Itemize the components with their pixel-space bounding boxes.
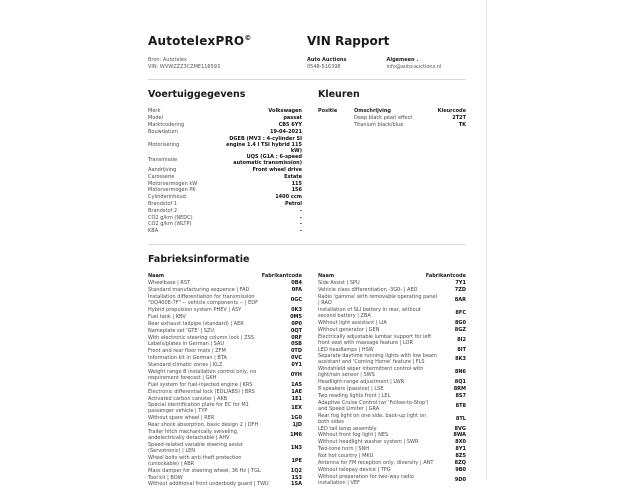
- factory-row: [148, 422, 302, 429]
- factory-item-code: 1N3: [290, 444, 302, 451]
- factory-row: [318, 280, 466, 287]
- factory-section: [148, 273, 466, 488]
- factory-item-code: 8TL: [455, 415, 466, 422]
- vehicle-field-value: passat: [283, 115, 302, 122]
- factory-item-code: 8I2: [457, 336, 466, 343]
- factory-row: [318, 466, 466, 473]
- factory-item-code: 1Q2: [290, 467, 302, 474]
- factory-row: [148, 280, 302, 287]
- report-header: [148, 34, 466, 48]
- factory-item-name: Special identification plate for EC for M1 passenger vehicle | TYP: [148, 402, 249, 415]
- factory-item-name: Fuel system for fuel-injected engine | KRS: [148, 381, 253, 388]
- factory-item-name: Standard manufacturing sequence | FAD: [148, 287, 250, 294]
- factory-item-code: 7Y1: [455, 280, 466, 287]
- factory-row: [148, 355, 302, 362]
- factory-item-name: With electronic steering column lock | ZSS: [148, 334, 254, 341]
- vehicle-row: [148, 221, 302, 228]
- factory-item-name: Without preparation for two-way radio installation | VEF: [318, 473, 414, 486]
- factory-item-code: 1A5: [291, 381, 302, 388]
- factory-right-header: [318, 273, 466, 279]
- factory-item-name: Information kit in German | BTA: [148, 355, 227, 362]
- vehicle-field-label: CO2 g/km (NEDC): [148, 214, 193, 221]
- factory-item-code: 0RF: [291, 334, 302, 341]
- colors-table: [318, 108, 466, 128]
- vehicle-row: [148, 115, 302, 122]
- factory-item-name: Hybrid propulsion system PHEV | ASY: [148, 307, 242, 314]
- vehicle-field-value: CB5 6YY: [278, 121, 302, 128]
- color-omschrijving: Deep black pearl effect: [354, 115, 413, 122]
- factory-row: [148, 341, 302, 348]
- factory-item-code: 0Y1: [291, 362, 302, 369]
- vehicle-field-label: Model: [148, 115, 164, 122]
- factory-row: [148, 429, 302, 442]
- factory-right-name-header: Naam: [318, 272, 335, 279]
- vehicle-field-label: Brandstof 2: [148, 207, 178, 214]
- factory-row: [148, 320, 302, 327]
- factory-row: [148, 348, 302, 355]
- factory-row: [318, 333, 466, 346]
- factory-item-name: Rear shock absorption, basic design 2 | DFH: [148, 422, 259, 429]
- factory-row: [318, 346, 466, 353]
- factory-item-name: Without telepay device | TPG: [318, 466, 391, 473]
- factory-row: [318, 379, 466, 386]
- factory-item-name: Electronic differential lock (EDL/ABS) | BRS: [148, 388, 255, 395]
- factory-row: [318, 399, 466, 412]
- factory-item-name: Installation of SLI battery in rear, without second battery | ZBA: [318, 307, 421, 320]
- factory-item-code: 0QT: [290, 327, 302, 334]
- factory-row: [318, 393, 466, 400]
- factory-item-name: Weight range B installation control only, no requirement forecast | GKH: [148, 368, 257, 381]
- factory-item-name: Headlight-range adjustment | LWR: [318, 379, 405, 386]
- factory-item-code: 8G0: [454, 319, 466, 326]
- factory-item-code: 9D0: [454, 476, 466, 483]
- colors-header-row: [318, 108, 466, 115]
- header-divider: [148, 79, 466, 80]
- colors-header-omschrijving: Omschrijving: [354, 108, 391, 115]
- color-positie: [318, 122, 354, 128]
- vehicle-row: [148, 228, 302, 235]
- factory-item-name: Wheel bolts with anti-theft protection (unlockable) | ABR: [148, 454, 242, 467]
- factory-row: [148, 334, 302, 341]
- vehicle-field-label: Marktcodering: [148, 121, 185, 128]
- factory-left-column: [148, 273, 302, 488]
- factory-item-name: Two reading lights front | LEL: [318, 392, 391, 399]
- factory-item-name: Fuel tank | KBV: [148, 313, 186, 320]
- colors-section-title: Kleuren: [318, 89, 360, 100]
- vehicle-row: [148, 108, 302, 115]
- vehicle-field-value: Estate: [284, 173, 302, 180]
- factory-item-code: 0YH: [290, 371, 302, 378]
- factory-item-code: 8T8: [455, 402, 466, 409]
- vehicle-field-label: Cylinderinhoud: [148, 194, 186, 201]
- header-subinfo: [148, 57, 466, 70]
- factory-item-name: Antenna for FM reception only, diversity | ANT: [318, 459, 434, 466]
- copyright-mark: ©: [244, 34, 252, 42]
- factory-item-name: Separate daytime running lights with low beam assistant and 'Coming Home' feature | FLS: [318, 353, 437, 366]
- factory-item-code: 8RM: [453, 386, 466, 393]
- colors-rows: [318, 115, 466, 129]
- factory-row: [148, 442, 302, 455]
- factory-item-code: 1S3: [291, 474, 302, 481]
- contact-auctions-phone: 0548-516398: [307, 63, 341, 70]
- factory-item-code: 8N6: [454, 369, 466, 376]
- report-page: [128, 0, 487, 488]
- contacts-block: [307, 57, 466, 70]
- color-row: [318, 115, 466, 122]
- factory-section-title: Fabrieksinformatie: [148, 253, 250, 265]
- factory-item-code: 8IT: [457, 346, 466, 353]
- factory-item-code: 8Y1: [455, 446, 466, 453]
- vehicle-field-value: -: [299, 214, 302, 221]
- factory-left-header: [148, 273, 302, 279]
- factory-row: [148, 287, 302, 294]
- vehicle-field-label: Motorvermogen kW: [148, 180, 198, 187]
- factory-item-code: 1AE: [291, 388, 302, 395]
- factory-row: [148, 402, 302, 415]
- factory-item-name: Speed-related variable steering assist (Servotronic) | LEN: [148, 441, 243, 454]
- vehicle-row: [148, 167, 302, 174]
- factory-item-code: 1JD: [292, 422, 302, 429]
- vehicle-section-title: Voertuiggegevens: [148, 89, 246, 100]
- factory-item-name: Mass damper for steering wheel, 36 Hz | TGL: [148, 467, 261, 474]
- vehicle-row: [148, 187, 302, 194]
- factory-right-code-header: Fabrikantcode: [425, 272, 466, 279]
- factory-item-name: Adaptive Cruise Control (w/ 'Follow-to-Stop') and Speed Limiter | GRA: [318, 399, 429, 412]
- factory-row: [318, 412, 466, 425]
- factory-item-code: 0M5: [290, 313, 302, 320]
- contact-general-email: info@auto-auctions.nl: [386, 63, 442, 70]
- vehicle-row: [148, 201, 302, 208]
- factory-row: [318, 432, 466, 439]
- vehicle-field-value: 1400 ccm: [275, 194, 302, 201]
- vehicle-field-value: UQS (G1A : 6-speed automatic transmission): [233, 154, 302, 167]
- factory-item-code: 1PE: [291, 457, 302, 464]
- factory-item-code: 0B4: [291, 280, 302, 287]
- color-kleurcode: TK: [458, 121, 466, 128]
- factory-row: [318, 425, 466, 432]
- factory-item-name: Side Assist | SPU: [318, 280, 360, 287]
- vehicle-field-value: Petrol: [284, 200, 302, 207]
- factory-item-name: Radio 'gamma' with removable operating panel | RAO: [318, 294, 438, 307]
- factory-item-name: Front and rear floor mats | ZFM: [148, 348, 226, 355]
- factory-row: [148, 314, 302, 321]
- vehicle-field-label: Motorisering: [148, 141, 180, 148]
- vehicle-row: [148, 128, 302, 135]
- factory-item-code: 1G0: [290, 415, 302, 422]
- factory-item-name: Without headlight washer system | SWR: [318, 439, 419, 446]
- factory-item-name: Standard climatic zones | KLZ: [148, 362, 223, 369]
- vehicle-field-value: Volkswagen: [268, 108, 302, 115]
- brand-name: AutotelexPRO: [148, 34, 245, 48]
- factory-item-code: 8K3: [455, 356, 466, 363]
- color-omschrijving: Titanium black/blue: [354, 121, 404, 128]
- factory-item-name: Without light assistant | LIA: [318, 319, 387, 326]
- vehicle-row: [148, 214, 302, 221]
- factory-item-name: Activated carbon canister | AKB: [148, 395, 228, 402]
- vehicle-field-label: KBA: [148, 228, 159, 235]
- factory-row: [318, 366, 466, 379]
- factory-item-name: Two-tone horn | SNH: [318, 446, 370, 453]
- factory-item-code: 8WA: [453, 432, 466, 439]
- factory-item-code: 1SA: [291, 481, 302, 488]
- vehicle-field-label: Merk: [148, 108, 161, 115]
- vehicle-row: [148, 154, 302, 167]
- factory-left-name-header: Naam: [148, 272, 165, 279]
- vehicle-row: [148, 122, 302, 129]
- factory-row: [148, 294, 302, 307]
- color-kleurcode: 2T2T: [452, 115, 466, 122]
- vehicle-field-label: Carosserie: [148, 173, 175, 180]
- factory-item-name: Labels/plates in German | SAU: [148, 341, 225, 348]
- factory-item-name: Rear exhaust tailpipe (standard) | AER: [148, 320, 244, 327]
- factory-item-name: Without spare wheel | RER: [148, 415, 215, 422]
- factory-item-name: Nameplate set 'GTE' | SZU: [148, 327, 215, 334]
- factory-item-code: 8S7: [455, 392, 466, 399]
- factory-item-code: 0FA: [291, 287, 302, 294]
- vehicle-field-label: Motorvermogen PK: [148, 187, 196, 194]
- factory-row: [318, 287, 466, 294]
- vehicle-row: [148, 180, 302, 187]
- factory-item-name: Trailer hitch mechanically swiveling, andelectrically detachable | AHV: [148, 429, 239, 442]
- vehicle-field-value: DGEB (MV3 : 4-cylinder SI engine 1.4 l TSI hybrid 115 kW): [226, 135, 302, 154]
- factory-row: [318, 439, 466, 446]
- vin-line: VIN: WVWZZZ3CZME116593: [148, 63, 221, 70]
- brand-logo: [148, 34, 307, 48]
- factory-item-name: Tool kit | BOW: [148, 474, 183, 481]
- factory-row: [318, 307, 466, 320]
- factory-item-code: 8FC: [455, 310, 466, 317]
- factory-item-code: 8X0: [455, 439, 466, 446]
- factory-row: [148, 307, 302, 314]
- factory-item-name: LED tail lamp assembly: [318, 425, 377, 432]
- document-title: VIN Rapport: [307, 34, 390, 48]
- factory-row: [148, 454, 302, 467]
- color-positie: [318, 115, 354, 121]
- colors-section: [318, 89, 466, 235]
- vehicle-field-label: Brandstof 1: [148, 200, 178, 207]
- factory-item-code: 0GC: [290, 297, 302, 304]
- colors-header-positie: Positie: [318, 108, 338, 115]
- factory-row: [148, 415, 302, 422]
- factory-item-code: 8AR: [454, 297, 466, 304]
- vehicle-field-value: -: [299, 228, 302, 235]
- factory-item-code: 1EX: [291, 405, 302, 412]
- vehicle-field-value: 115: [291, 180, 302, 187]
- source-line: Bron: Autotelex: [148, 57, 187, 63]
- factory-item-code: 0VC: [290, 355, 302, 362]
- factory-row: [318, 446, 466, 453]
- source-vin-block: [148, 57, 307, 70]
- factory-row: [148, 395, 302, 402]
- vehicle-row: [148, 173, 302, 180]
- colors-header-kleurcode: Kleurcode: [437, 108, 466, 115]
- factory-row: [148, 369, 302, 382]
- vehicle-field-label: Aandrijving: [148, 167, 177, 174]
- color-row: [318, 122, 466, 129]
- factory-right-column: [318, 273, 466, 488]
- factory-row: [148, 388, 302, 395]
- factory-item-code: 0K3: [291, 307, 302, 314]
- vehicle-field-value: Front wheel drive: [252, 167, 302, 174]
- factory-item-code: 8Z5: [455, 453, 466, 460]
- factory-row: [148, 362, 302, 369]
- vehicle-field-value: 156: [291, 187, 302, 194]
- vehicle-field-label: Transmissie: [148, 157, 178, 164]
- vehicle-table: [148, 108, 302, 235]
- factory-item-name: Without additional front underbody guard | TWU: [148, 481, 269, 488]
- vehicle-section: [148, 89, 302, 235]
- factory-row: [148, 481, 302, 488]
- factory-item-code: 8GZ: [454, 326, 466, 333]
- factory-item-name: Wheelbase | RST: [148, 280, 191, 287]
- vehicle-field-label: CO2 g/km (WLTP): [148, 221, 192, 228]
- factory-right-rows: [318, 280, 466, 486]
- factory-item-name: Electrically adjustable lumbar support for left front seat with massage feature | LOR: [318, 333, 432, 346]
- factory-row: [148, 467, 302, 474]
- contact-auctions-name: Auto Auctions: [307, 57, 347, 63]
- vehicle-field-value: -: [299, 221, 302, 228]
- factory-row: [318, 320, 466, 327]
- vehicle-row: [148, 135, 302, 154]
- factory-item-code: 0P0: [291, 320, 302, 327]
- contact-general: [387, 57, 467, 70]
- contact-auctions: [307, 57, 387, 70]
- factory-row: [318, 353, 466, 366]
- factory-row: [318, 326, 466, 333]
- factory-item-code: 0TD: [290, 348, 302, 355]
- factory-item-name: Without front fog light | NES: [318, 432, 389, 439]
- factory-item-name: Vehicle class differentiation -3G0- | AED: [318, 287, 418, 294]
- factory-item-code: 0SB: [291, 341, 302, 348]
- factory-item-name: Windshield wiper intermittent control with light/rain sensor | SWS: [318, 366, 424, 379]
- contact-general-name: Algemeen .: [386, 57, 419, 63]
- factory-item-name: 8 speakers (passive) | LSE: [318, 386, 384, 393]
- factory-item-name: Rear fog light on one side, back-up light on both sides: [318, 412, 426, 425]
- factory-row: [318, 294, 466, 307]
- vehicle-row: [148, 207, 302, 214]
- vehicle-field-value: -: [299, 207, 302, 214]
- factory-item-name: Installation differentiation for transmission "DQ400E-7F" -- vehicle components -- | EDF: [148, 294, 258, 307]
- factory-item-name: Not hot country | MKU: [318, 453, 374, 460]
- factory-left-rows: [148, 280, 302, 488]
- factory-left-code-header: Fabrikantcode: [261, 272, 302, 279]
- section-divider: [148, 244, 466, 245]
- vehicle-field-value: 19-04-2021: [270, 128, 302, 135]
- factory-row: [318, 386, 466, 393]
- factory-item-name: Without generator | GEN: [318, 326, 380, 333]
- vehicle-row: [148, 194, 302, 201]
- factory-item-code: 8ZQ: [454, 459, 466, 466]
- vehicle-field-label: Bouwdatum: [148, 128, 178, 135]
- factory-item-code: 9B0: [455, 466, 466, 473]
- factory-row: [318, 453, 466, 460]
- factory-item-name: LED headlamps | HSW: [318, 346, 374, 353]
- factory-row: [318, 460, 466, 467]
- factory-row: [148, 327, 302, 334]
- factory-item-code: 1E1: [291, 395, 302, 402]
- factory-item-code: 8VG: [454, 425, 466, 432]
- factory-item-code: 8Q1: [454, 379, 466, 386]
- factory-row: [148, 381, 302, 388]
- factory-item-code: 7ZD: [454, 287, 466, 294]
- factory-item-code: 1M6: [290, 432, 302, 439]
